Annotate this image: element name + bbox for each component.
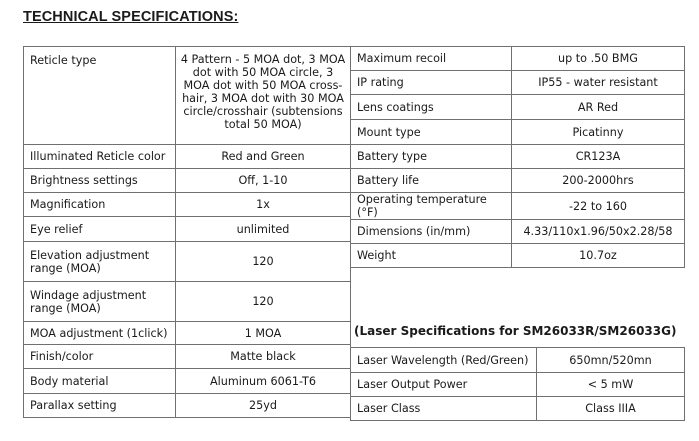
page-title: TECHNICAL SPECIFICATIONS: xyxy=(23,9,239,25)
spec-value: Aluminum 6061-T6 xyxy=(176,369,351,394)
spec-label: Illuminated Reticle color xyxy=(24,145,176,169)
spec-label: Weight xyxy=(351,244,512,268)
table-row xyxy=(24,322,351,345)
spec-value: 200-2000hrs xyxy=(512,169,685,193)
table-row xyxy=(24,169,351,193)
table-row xyxy=(24,369,351,394)
table-row xyxy=(351,220,685,244)
spec-value: unlimited xyxy=(176,217,351,242)
spec-label: Battery life xyxy=(351,169,512,193)
spec-label: Operating temperature (°F) xyxy=(351,193,512,220)
spec-value: Off, 1-10 xyxy=(176,169,351,193)
spec-label: Brightness settings xyxy=(24,169,176,193)
table-row xyxy=(351,95,685,120)
table-row xyxy=(351,348,685,373)
spec-label: Magnification xyxy=(24,193,176,217)
spec-value: 120 xyxy=(176,242,351,282)
spec-value: 1 MOA xyxy=(176,322,351,345)
spec-label: Battery type xyxy=(351,145,512,169)
spec-label: Eye relief xyxy=(24,217,176,242)
spec-value: up to .50 BMG xyxy=(512,47,685,71)
table-row xyxy=(351,244,685,268)
spec-label: Laser Class xyxy=(351,397,537,421)
spec-label: Dimensions (in/mm) xyxy=(351,220,512,244)
table-row xyxy=(351,169,685,193)
laser-specs-table xyxy=(350,347,685,421)
spec-label: IP rating xyxy=(351,71,512,95)
table-row xyxy=(24,217,351,242)
spec-value: Picatinny xyxy=(512,120,685,145)
spec-label: Windage adjustment range (MOA) xyxy=(24,282,176,322)
specs-table-right xyxy=(350,46,685,268)
spec-label: Finish/color xyxy=(24,345,176,369)
specs-table-left xyxy=(23,46,351,418)
spec-label: Maximum recoil xyxy=(351,47,512,71)
spec-label: Lens coatings xyxy=(351,95,512,120)
spec-value: 120 xyxy=(176,282,351,322)
table-row xyxy=(24,47,351,145)
spec-value: AR Red xyxy=(512,95,685,120)
spec-label: Mount type xyxy=(351,120,512,145)
table-row xyxy=(351,47,685,71)
spec-value: 1x xyxy=(176,193,351,217)
spec-label: Laser Wavelength (Red/Green) xyxy=(351,348,537,373)
table-row xyxy=(351,71,685,95)
table-row xyxy=(24,145,351,169)
spec-value: IP55 - water resistant xyxy=(512,71,685,95)
table-row xyxy=(24,394,351,418)
spec-value: 4 Pattern - 5 MOA dot, 3 MOA dot with 50 MOA circle, 3 MOA dot with 50 MOA cross-hair, 3 MOA dot with 30 MOA circle/crosshair (subtensions total 50 MOA) xyxy=(176,47,351,145)
table-row xyxy=(351,193,685,220)
spec-label: Elevation adjustment range (MOA) xyxy=(24,242,176,282)
table-row xyxy=(24,193,351,217)
spec-value: CR123A xyxy=(512,145,685,169)
table-row xyxy=(351,145,685,169)
spec-value: Red and Green xyxy=(176,145,351,169)
spec-value: -22 to 160 xyxy=(512,193,685,220)
table-row xyxy=(351,373,685,397)
spec-label: Parallax setting xyxy=(24,394,176,418)
spec-label: Reticle type xyxy=(24,47,176,145)
table-row xyxy=(351,120,685,145)
table-row xyxy=(351,397,685,421)
spec-value: Matte black xyxy=(176,345,351,369)
spec-value: 4.33/110x1.96/50x2.28/58 xyxy=(512,220,685,244)
spec-label: Body material xyxy=(24,369,176,394)
table-row xyxy=(24,345,351,369)
spec-value: < 5 mW xyxy=(537,373,685,397)
spec-value: 10.7oz xyxy=(512,244,685,268)
table-row xyxy=(24,282,351,322)
spec-label: Laser Output Power xyxy=(351,373,537,397)
spec-value: 25yd xyxy=(176,394,351,418)
spec-value: Class IIIA xyxy=(537,397,685,421)
spec-value: 650mn/520mn xyxy=(537,348,685,373)
table-row xyxy=(24,242,351,282)
laser-section-heading: (Laser Specifications for SM26033R/SM26033G) xyxy=(354,324,677,338)
spec-label: MOA adjustment (1click) xyxy=(24,322,176,345)
